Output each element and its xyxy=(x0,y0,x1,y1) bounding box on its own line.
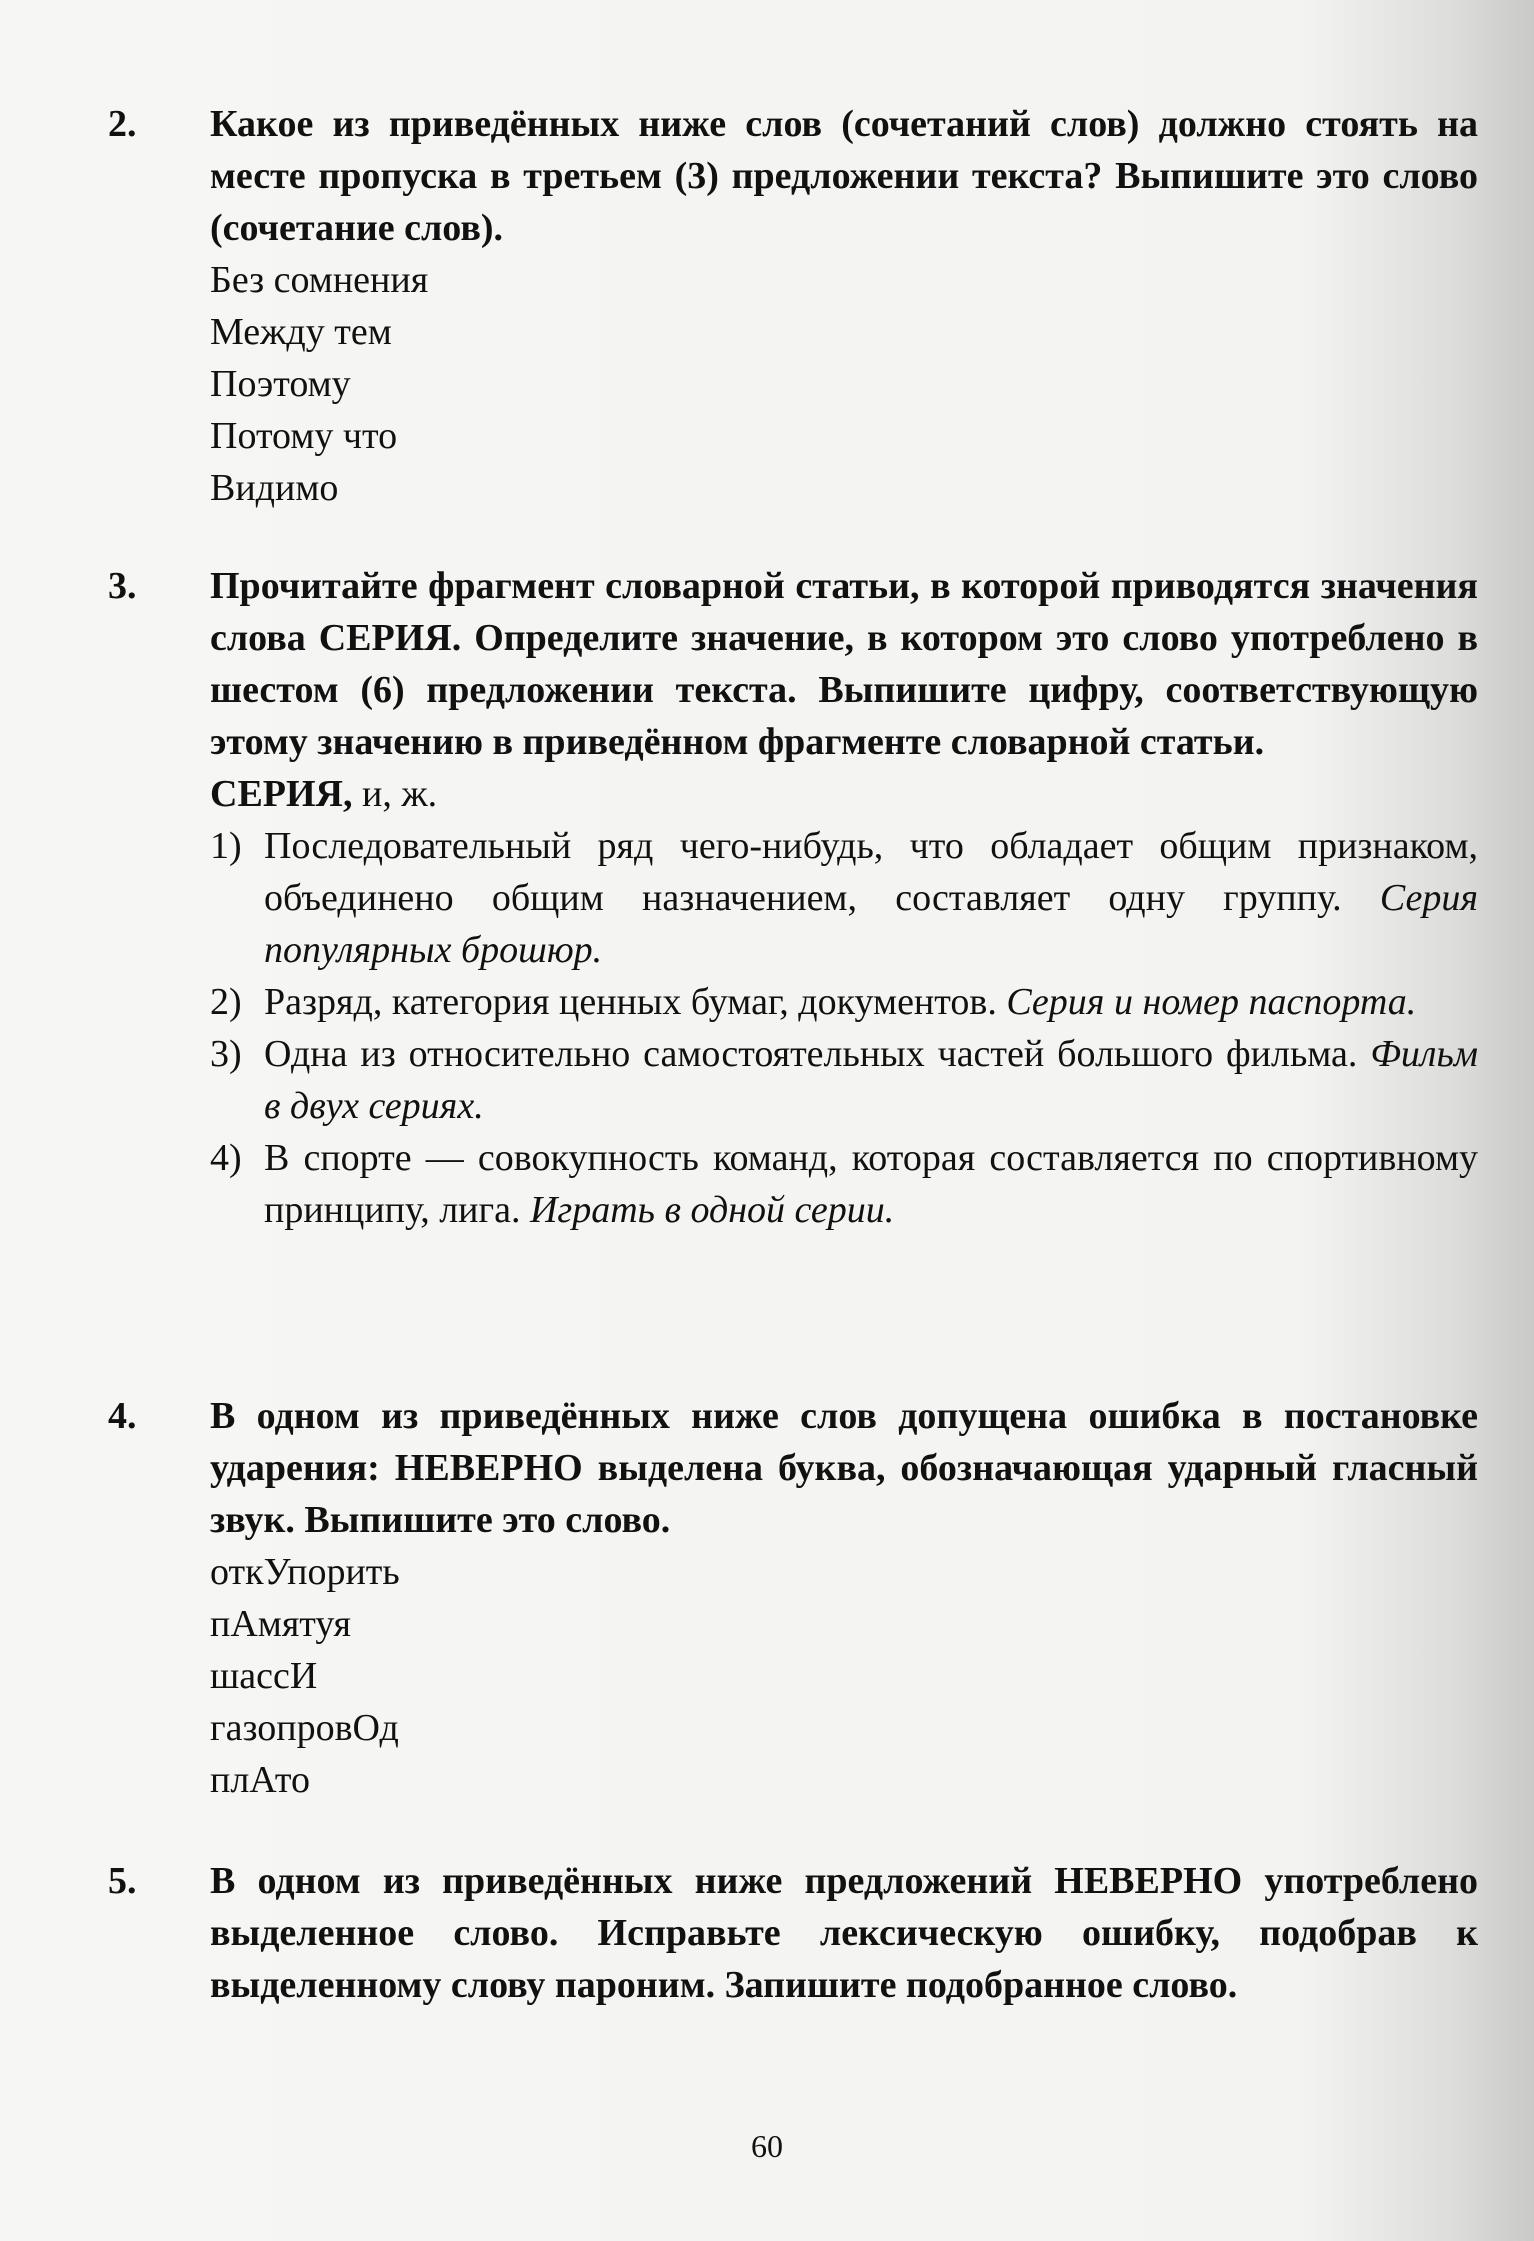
question-body xyxy=(210,98,1478,514)
option: Без сомнения xyxy=(210,259,429,301)
answer-options xyxy=(210,1546,1478,1806)
meaning-text: Разряд, категория ценных бумаг, документов. xyxy=(264,981,997,1023)
option: Между тем xyxy=(210,311,392,353)
meaning-item xyxy=(210,820,1478,976)
meaning-number: 4) xyxy=(210,1137,242,1179)
meaning-text: В спорте — совокупность команд, которая составляется по спортивному принципу, лига. xyxy=(264,1137,1478,1231)
meaning-example: Играть в одной серии. xyxy=(529,1189,895,1231)
meaning-item xyxy=(210,1132,1478,1236)
dictionary-headword xyxy=(210,768,1478,820)
option: откУпорить xyxy=(210,1551,400,1593)
question-body xyxy=(210,1855,1478,2011)
question-text: В одном из приведённых ниже предложений НЕВЕРНО употреблено выделенное слово. Исправьте лексическую ошибку, подобрав к выделенному слову пароним. Запишите подобранное слово. xyxy=(210,1860,1478,2006)
meaning-example: Серия и номер паспорта. xyxy=(1006,981,1417,1023)
question-text: Прочитайте фрагмент словарной статьи, в которой приводятся значения слова СЕРИЯ. Определите значение, в котором это слово употреблено в шестом (6) предложении текста. Выпишите цифру, соответствующую этому значению в приведённом фрагменте словарной статьи. xyxy=(210,565,1478,763)
meaning-text: Последовательный ряд чего-нибудь, что обладает общим признаком, объединено общим назначением, составляет одну группу. xyxy=(264,825,1478,919)
question-number: 4. xyxy=(108,1395,137,1437)
question-body xyxy=(210,560,1478,1236)
meaning-number: 1) xyxy=(210,825,242,867)
option: Потому что xyxy=(210,415,398,457)
meaning-example: Серия популярных брошюр. xyxy=(264,877,1478,971)
question-body xyxy=(210,1390,1478,1806)
option: Видимо xyxy=(210,467,339,509)
meaning-number: 2) xyxy=(210,981,242,1023)
option: пАмятуя xyxy=(210,1603,351,1645)
question-number: 3. xyxy=(108,565,137,607)
question-number: 5. xyxy=(108,1860,137,1902)
option: Поэтому xyxy=(210,363,351,405)
meanings-list xyxy=(210,820,1478,1236)
meaning-item xyxy=(210,976,1478,1028)
meaning-text: Одна из относительно самостоятельных частей большого фильма. xyxy=(264,1033,1358,1075)
question-number: 2. xyxy=(108,103,137,145)
option: шассИ xyxy=(210,1655,318,1697)
headword: СЕРИЯ, xyxy=(210,773,353,815)
meaning-example: Фильм в двух сериях. xyxy=(264,1033,1479,1127)
option: газопровОд xyxy=(210,1707,399,1749)
question-text: Какое из приведённых ниже слов (сочетаний слов) должно стоять на месте пропуска в третьем (3) предложении текста? Выпишите это слово (сочетание слов). xyxy=(210,103,1478,249)
meaning-item xyxy=(210,1028,1478,1132)
answer-options xyxy=(210,254,1478,514)
question-text: В одном из приведённых ниже слов допущена ошибка в постановке ударения: НЕВЕРНО выделена буква, обозначающая ударный гласный звук. Выпишите это слово. xyxy=(210,1395,1478,1541)
meaning-number: 3) xyxy=(210,1033,242,1075)
page-number: 60 xyxy=(751,2128,783,2164)
option: плАто xyxy=(210,1759,310,1801)
grammar-note: и, ж. xyxy=(362,773,438,815)
